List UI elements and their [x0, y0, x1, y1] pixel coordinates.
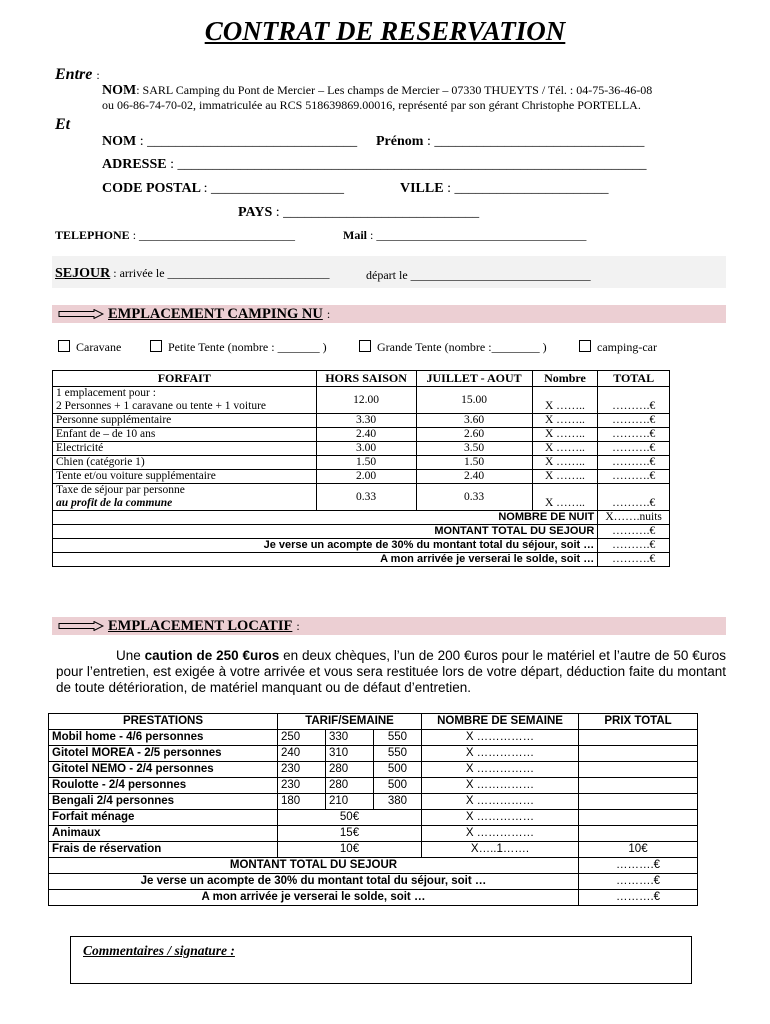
table-cell[interactable]: X…….nuits: [598, 511, 670, 525]
table-cell: 500: [373, 762, 421, 778]
table-cell: Je verse un acompte de 30% du montant total du séjour, soit …: [53, 539, 598, 553]
option-caravane[interactable]: Caravane: [58, 340, 121, 355]
table-cell[interactable]: ……….€: [598, 553, 670, 567]
col-total: TOTAL: [598, 371, 670, 387]
table-cell[interactable]: X ……..: [532, 456, 598, 470]
table-header-row: [53, 371, 670, 387]
table-cell: 0.33: [316, 484, 416, 511]
summary-row: [49, 874, 698, 890]
page-title: CONTRAT DE RESERVATION: [204, 16, 566, 46]
checkbox[interactable]: [150, 340, 162, 352]
table-row: [49, 826, 698, 842]
mail-field[interactable]: Mail : ___________________________________: [343, 228, 587, 242]
table-cell: 3.30: [316, 414, 416, 428]
adresse-field[interactable]: ADRESSE : ___________________________________________________________________: [102, 157, 647, 172]
table-row: [53, 484, 670, 511]
col-tarif: TARIF/SEMAINE: [278, 714, 422, 730]
table-cell[interactable]: ……….€: [579, 858, 698, 874]
table-cell: Animaux: [49, 826, 278, 842]
table-cell: 280: [325, 778, 373, 794]
table-cell[interactable]: X ……..: [532, 484, 598, 511]
table-cell: 500: [373, 778, 421, 794]
table-cell: 230: [278, 762, 326, 778]
prenom-field[interactable]: Prénom : ______________________________: [376, 134, 645, 149]
col-nombre: Nombre: [532, 371, 598, 387]
table-row: [49, 730, 698, 746]
camping-nu-title: EMPLACEMENT CAMPING NU: [108, 306, 323, 322]
table-cell: 2.00: [316, 470, 416, 484]
table-cell[interactable]: X ……………: [422, 778, 579, 794]
table-cell: Frais de réservation: [49, 842, 278, 858]
table-cell[interactable]: X ……………: [422, 794, 579, 810]
commentaires-box[interactable]: [70, 936, 692, 984]
table-row: [53, 414, 670, 428]
table-row: [49, 778, 698, 794]
table-cell: 2.40: [416, 470, 532, 484]
table-cell[interactable]: ……….€: [579, 890, 698, 906]
table-cell: 180: [278, 794, 326, 810]
table-cell[interactable]: X ……………: [422, 746, 579, 762]
camping-nu-header: EMPLACEMENT CAMPING NU :: [58, 305, 330, 323]
entre-label: Entre :: [55, 66, 100, 83]
table-cell[interactable]: X ……..: [532, 428, 598, 442]
table-cell: A mon arrivée je verserai le solde, soit …: [53, 553, 598, 567]
table-cell: Bengali 2/4 personnes: [49, 794, 278, 810]
table-row: [53, 456, 670, 470]
table-cell: [579, 730, 698, 746]
table-cell: Chien (catégorie 1): [53, 456, 317, 470]
table-cell[interactable]: ……….€: [598, 470, 670, 484]
table-cell: [579, 794, 698, 810]
table-cell: 3.60: [416, 414, 532, 428]
table-cell: 0.33: [416, 484, 532, 511]
table-cell[interactable]: ……….€: [598, 428, 670, 442]
table-cell: 15€: [278, 826, 422, 842]
table-row: [53, 470, 670, 484]
nom-field[interactable]: NOM : ______________________________: [102, 134, 358, 149]
table-row: [49, 810, 698, 826]
table-cell: 50€: [278, 810, 422, 826]
table-cell: 3.00: [316, 442, 416, 456]
table-cell: Gitotel MOREA - 2/5 personnes: [49, 746, 278, 762]
col-prix-total: PRIX TOTAL: [579, 714, 698, 730]
table-cell: [579, 810, 698, 826]
table-cell[interactable]: X ……………: [422, 730, 579, 746]
table-cell: Taxe de séjour par personne au profit de la commune: [53, 484, 317, 511]
ville-field[interactable]: VILLE : ______________________: [400, 181, 609, 196]
summary-row: [53, 525, 670, 539]
table-cell: 10€: [579, 842, 698, 858]
col-prestations: PRESTATIONS: [49, 714, 278, 730]
summary-row: [53, 539, 670, 553]
table-cell: Enfant de – de 10 ans: [53, 428, 317, 442]
prestations-table: [48, 713, 698, 906]
table-row: [49, 842, 698, 858]
sejour-depart-field[interactable]: départ le ______________________________: [366, 268, 591, 282]
table-cell: 2.60: [416, 428, 532, 442]
table-cell: 10€: [278, 842, 422, 858]
table-cell: 3.50: [416, 442, 532, 456]
table-cell: 1 emplacement pour : 2 Personnes + 1 caravane ou tente + 1 voiture: [53, 387, 317, 414]
summary-row: [53, 511, 670, 525]
table-cell: 550: [373, 746, 421, 762]
table-row: [49, 746, 698, 762]
table-cell: [579, 746, 698, 762]
table-row: [53, 387, 670, 414]
code-postal-field[interactable]: CODE POSTAL : ___________________: [102, 181, 345, 196]
table-cell[interactable]: ……….€: [598, 525, 670, 539]
table-cell: 12.00: [316, 387, 416, 414]
table-cell: 2.40: [316, 428, 416, 442]
checkbox[interactable]: [58, 340, 70, 352]
col-hors-saison: HORS SAISON: [316, 371, 416, 387]
table-cell: 310: [325, 746, 373, 762]
table-cell: 380: [373, 794, 421, 810]
locatif-title: EMPLACEMENT LOCATIF: [108, 618, 293, 634]
table-cell[interactable]: X ……………: [422, 810, 579, 826]
table-cell: Gitotel NEMO - 2/4 personnes: [49, 762, 278, 778]
checkbox[interactable]: [359, 340, 371, 352]
table-cell: 1.50: [416, 456, 532, 470]
option-petite-tente[interactable]: Petite Tente (nombre : _______ ): [150, 340, 327, 355]
table-cell: Tente et/ou voiture supplémentaire: [53, 470, 317, 484]
table-cell: Roulotte - 2/4 personnes: [49, 778, 278, 794]
summary-row: [53, 553, 670, 567]
table-cell: [579, 762, 698, 778]
table-row: [49, 762, 698, 778]
table-cell[interactable]: X…..1…….: [422, 842, 579, 858]
table-cell[interactable]: ……….€: [598, 442, 670, 456]
pays-field[interactable]: PAYS : ____________________________: [238, 205, 480, 220]
et-label: Et: [55, 116, 71, 133]
table-cell: 1.50: [316, 456, 416, 470]
arrow-right-icon: [58, 309, 104, 319]
table-cell[interactable]: X ……..: [532, 470, 598, 484]
table-cell: Forfait ménage: [49, 810, 278, 826]
arrow-right-icon: [58, 621, 104, 631]
col-forfait: FORFAIT: [53, 371, 317, 387]
option-camping-car[interactable]: camping-car: [579, 340, 657, 355]
table-cell: Electricité: [53, 442, 317, 456]
table-cell: 230: [278, 778, 326, 794]
table-cell[interactable]: ……….€: [598, 539, 670, 553]
owner-info: NOM: SARL Camping du Pont de Mercier – Les champs de Mercier – 07330 THUEYTS / Tél. : 04-75-36-46-08 ou 06-86-74-70-02, immatriculée au RCS 518639869.00016, représenté par son gérant Christophe PORTELLA.: [102, 83, 653, 112]
col-juillet-aout: JUILLET - AOUT: [416, 371, 532, 387]
checkbox[interactable]: [579, 340, 591, 352]
table-cell[interactable]: X ……..: [532, 414, 598, 428]
table-cell: 250: [278, 730, 326, 746]
table-cell[interactable]: ……….€: [579, 874, 698, 890]
table-cell: 330: [325, 730, 373, 746]
table-cell[interactable]: ……….€: [598, 414, 670, 428]
locatif-header: EMPLACEMENT LOCATIF :: [58, 617, 300, 635]
forfait-table: [52, 370, 670, 567]
table-cell[interactable]: ……….€: [598, 387, 670, 414]
table-cell: NOMBRE DE NUIT: [53, 511, 598, 525]
col-nombre-semaine: NOMBRE DE SEMAINE: [422, 714, 579, 730]
telephone-field[interactable]: TELEPHONE : __________________________: [55, 228, 296, 242]
option-grande-tente[interactable]: Grande Tente (nombre :________ ): [359, 340, 547, 355]
table-cell: 280: [325, 762, 373, 778]
table-cell[interactable]: ……….€: [598, 484, 670, 511]
caution-paragraph: Une caution de 250 €uros en deux chèques, l’un de 200 €uros pour le matériel et l’autre de 50 €uros pour l’entretien, est exigée à votre arrivée et vous sera restituée lors de votre départ, déduction faite du montant de toute détérioration, de matériel manquant ou de défaut d’entretien.: [56, 648, 726, 695]
table-cell: A mon arrivée je verserai le solde, soit …: [49, 890, 579, 906]
table-cell: 240: [278, 746, 326, 762]
sejour-arrivee-field[interactable]: SEJOUR : arrivée le ___________________________: [55, 266, 330, 281]
table-row: [53, 442, 670, 456]
commentaires-label: Commentaires / signature :: [83, 943, 235, 958]
table-cell[interactable]: X ……………: [422, 826, 579, 842]
table-cell: Personne supplémentaire: [53, 414, 317, 428]
summary-row: [49, 858, 698, 874]
table-cell: Mobil home - 4/6 personnes: [49, 730, 278, 746]
table-cell: Je verse un acompte de 30% du montant total du séjour, soit …: [49, 874, 579, 890]
table-row: [49, 794, 698, 810]
table-row: [53, 428, 670, 442]
table-cell: MONTANT TOTAL DU SEJOUR: [49, 858, 579, 874]
table-cell: 210: [325, 794, 373, 810]
table-cell[interactable]: X ……..: [532, 387, 598, 414]
table-cell[interactable]: X ……..: [532, 442, 598, 456]
table-cell: 550: [373, 730, 421, 746]
table-cell[interactable]: X ……………: [422, 762, 579, 778]
table-header-row: [49, 714, 698, 730]
table-cell: [579, 826, 698, 842]
summary-row: [49, 890, 698, 906]
table-cell: [579, 778, 698, 794]
table-cell: 15.00: [416, 387, 532, 414]
table-cell: MONTANT TOTAL DU SEJOUR: [53, 525, 598, 539]
table-cell[interactable]: ……….€: [598, 456, 670, 470]
